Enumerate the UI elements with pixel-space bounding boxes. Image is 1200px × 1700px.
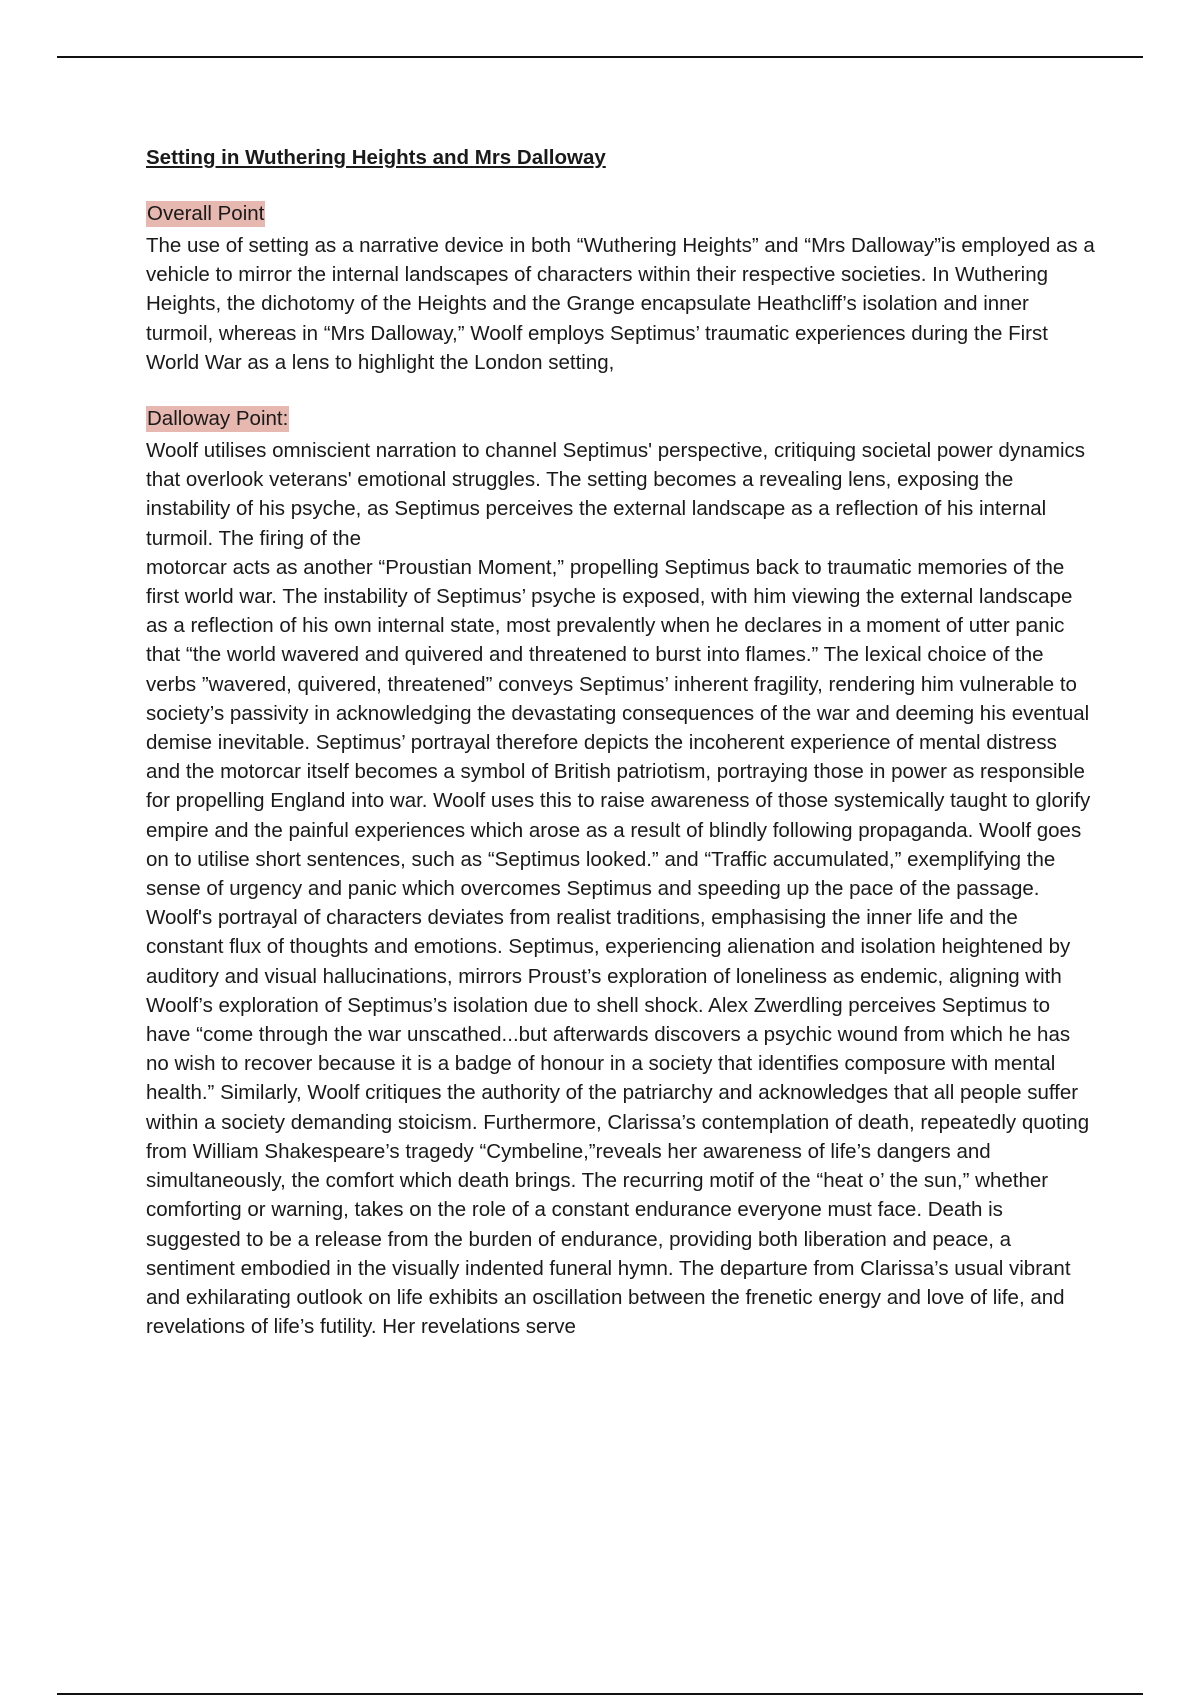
footer-rule (57, 1693, 1143, 1695)
overall-point-paragraph: The use of setting as a narrative device in both “Wuthering Heights” and “Mrs Dalloway”is employed as a vehicle to mirror the internal landscapes of characters within their respective societies. In Wuthering Heights, the dichotomy of the Heights and the Grange encapsulate Heathcliff’s isolation and inner turmoil, whereas in “Mrs Dalloway,” Woolf employs Septimus’ traumatic experiences during the First World War as a lens to highlight the London setting, (146, 234, 1095, 374)
dalloway-point-paragraph-2: motorcar acts as another “Proustian Moment,” propelling Septimus back to traumatic memories of the first world war. The instability of Septimus’ psyche is exposed, with him viewing the external landscape as a reflection of his own internal state, most prevalently when he declares in a moment of utter panic that “the world wavered and quivered and threatened to burst into flames.” The lexical choice of the verbs ”wavered, quivered, threatened” conveys Septimus’ inherent fragility, rendering him vulnerable to society’s passivity in acknowledging the devastating consequences of the war and deeming his eventual demise inevitable. Septimus’ portrayal therefore depicts the incoherent experience of mental distress and the motorcar itself becomes a symbol of British patriotism, portraying those in power as responsible for propelling England into war. Woolf uses this to raise awareness of those systemically taught to glorify empire and the painful experiences which arose as a result of blindly following propaganda. Woolf goes on to utilise short sentences, such as “Septimus looked.” and “Traffic accumulated,” exemplifying the sense of urgency and panic which overcomes Septimus and speeding up the pace of the passage. Woolf's portrayal of characters deviates from realist traditions, emphasising the inner life and the constant flux of thoughts and emotions. Septimus, experiencing alienation and isolation heightened by auditory and visual hallucinations, mirrors Proust’s exploration of loneliness as endemic, aligning with Woolf’s exploration of Septimus’s isolation due to shell shock. Alex Zwerdling perceives Septimus to have “come through the war unscathed...but afterwards discovers a psychic wound from which he has no wish to recover because it is a badge of honour in a society that identifies composure with mental health.” Similarly, Woolf critiques the authority of the patriarchy and acknowledges that all people suffer within a society demanding stoicism. Furthermore, Clarissa’s contemplation of death, repeatedly quoting from William Shakespeare’s tragedy “Cymbeline,”reveals her awareness of life’s dangers and simultaneously, the comfort which death brings. The recurring motif of the “heat o’ the sun,” whether comforting or warning, takes on the role of a constant endurance everyone must face. Death is suggested to be a release from the burden of endurance, providing both liberation and peace, a sentiment embodied in the visually indented funeral hymn. The departure from Clarissa’s usual vibrant and exhilarating outlook on life exhibits an oscillation between the frenetic energy and love of life, and revelations of life’s futility. Her revelations serve (146, 555, 1091, 1339)
document-title: Setting in Wuthering Heights and Mrs Dalloway (146, 146, 606, 169)
document-body (146, 143, 1096, 1341)
section-spacer (146, 377, 1096, 406)
section-heading-dalloway-point: Dalloway Point: (147, 407, 289, 431)
header-rule (57, 56, 1143, 58)
section-heading-wrapper (146, 201, 1096, 231)
dalloway-point-paragraph-1: Woolf utilises omniscient narration to channel Septimus' perspective, critiquing societal power dynamics that overlook veterans' emotional struggles. The setting becomes a revealing lens, exposing the instability of his psyche, as Septimus perceives the external landscape as a reflection of his internal turmoil. The firing of the (146, 439, 1086, 550)
section-heading-overall-point: Overall Point (147, 202, 265, 225)
section-heading-wrapper (146, 406, 1096, 436)
